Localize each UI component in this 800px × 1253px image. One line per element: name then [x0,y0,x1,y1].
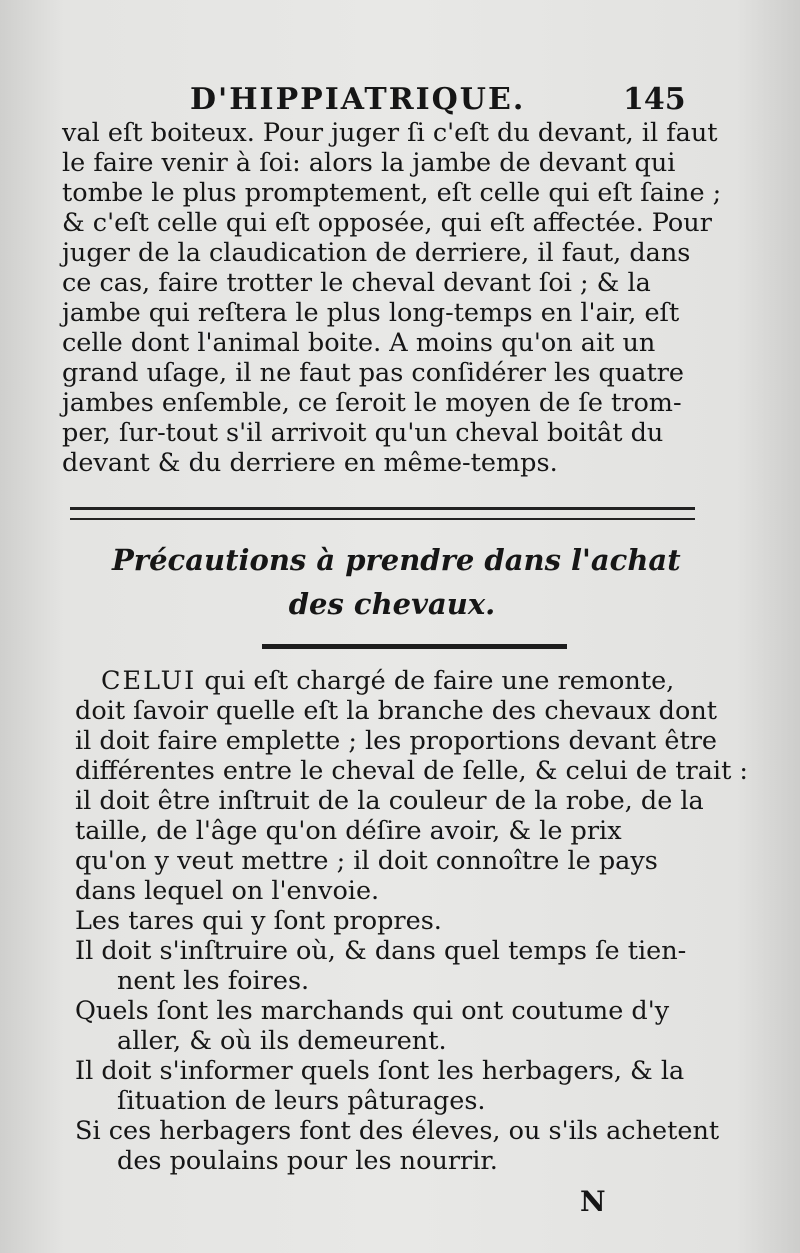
section-heading-line: Précautions à prendre dans l'achat [112,543,681,577]
text-line: qu'on y veut mettre ; il doit connoître le pays [75,846,658,876]
text-line: doit ſavoir quelle eſt la branche des chevaux dont [75,696,718,726]
text-line: per, ſur-tout s'il arrivoit qu'un cheval boitât du [62,418,664,448]
list-item: Quels ſont les marchands qui ont coutume d'y [75,996,670,1026]
paragraph-achat [75,666,749,1176]
list-item-continuation: aller, & où ils demeurent. [117,1026,447,1056]
text-line: il doit faire emplette ; les proportions devant être [75,726,717,756]
signature-mark: N [580,1185,606,1218]
heading-underline-rule [262,644,567,649]
list-item-continuation: nent les foires. [117,966,310,996]
section-divider-double [70,507,695,520]
list-item-continuation: ſituation de leurs pâturages. [117,1086,486,1116]
list-item: Les tares qui y ſont propres. [75,906,442,936]
text-line: juger de la claudication de derriere, il faut, dans [62,238,691,268]
text-line: jambes enſemble, ce ſeroit le moyen de ſe trom- [62,388,682,418]
text-line: le faire venir à ſoi: alors la jambe de devant qui [62,148,676,178]
text-line: jambe qui reſtera le plus long-temps en l'air, eſt [62,298,680,328]
text-line-rest: qui eſt chargé de faire une remonte, [196,666,675,696]
text-line: dans lequel on l'envoie. [75,876,380,906]
text-line: il doit être inſtruit de la couleur de la robe, de la [75,786,704,816]
running-title: D'HIPPIATRIQUE. [190,82,526,117]
text-line: val eſt boiteux. Pour juger ſi c'eſt du devant, il faut [62,118,718,148]
section-heading [112,538,681,626]
text-line: grand uſage, il ne faut pas conſidérer les quatre [62,358,684,388]
paragraph-continued [62,118,722,478]
text-line: tombe le plus promptement, eſt celle qui eſt ſaine ; [62,178,722,208]
text-line: celle dont l'animal boite. A moins qu'on ait un [62,328,656,358]
text-line [75,666,695,696]
list-item: Si ces herbagers font des éleves, ou s'ils achetent [75,1116,720,1146]
list-item: Il doit s'inſtruire où, & dans quel temps ſe tien- [75,936,687,966]
section-heading-line: des chevaux. [288,587,496,621]
text-line: différentes entre le cheval de ſelle, & celui de trait : [75,756,749,786]
drop-word: CELUI [101,666,197,696]
text-line: devant & du derriere en même-temps. [62,448,558,478]
text-line: & c'eſt celle qui eſt opposée, qui eſt affectée. Pour [62,208,712,238]
text-line: ce cas, faire trotter le cheval devant ſoi ; & la [62,268,651,298]
list-item-continuation: des poulains pour les nourrir. [117,1146,498,1176]
page-number: 145 [623,82,686,117]
list-item: Il doit s'informer quels ſont les herbagers, & la [75,1056,685,1086]
text-line: taille, de l'âge qu'on déſire avoir, & le prix [75,816,622,846]
